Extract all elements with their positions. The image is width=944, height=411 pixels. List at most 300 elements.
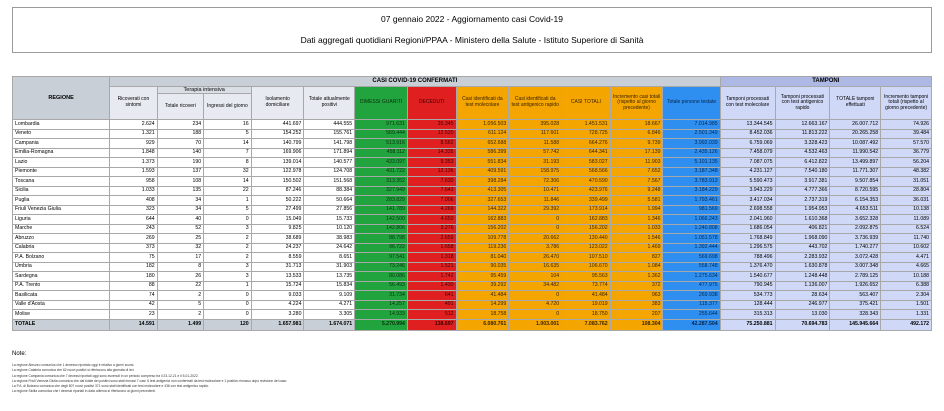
region-name: Friuli Venezia Giulia [13,205,110,215]
table-cell: 6.154.353 [830,196,881,206]
report-title: 07 gennaio 2022 - Aggiornamento casi Covid-19 [381,14,563,24]
col-ricoverati: Ricoverati con sintomi [110,87,158,120]
table-cell: 2.698.558 [720,205,775,215]
col-tamponi-antigenico: Tamponi processati con test antigenico rapido [775,87,830,120]
table-cell: 5.101.135 [663,158,720,168]
table-cell: 583.027 [562,158,611,168]
table-cell: 139.014 [251,158,304,168]
table-cell: 109.778 [456,234,509,244]
table-cell: 156.202 [562,224,611,234]
table-cell: 2 [157,291,203,301]
table-cell: 13.344.545 [720,120,775,130]
region-name: Veneto [13,129,110,139]
table-cell: 120 [204,319,252,330]
col-incremento-tamponi: Incremento tamponi totali (rispetto al giorno precedente) [881,87,932,120]
table-cell: 145.945.664 [830,319,881,330]
table-cell: 26 [157,272,203,282]
table-cell: 26.470 [509,253,562,263]
table-cell: 17 [157,253,203,263]
table-cell: 10.138 [881,205,932,215]
table-cell: 24.642 [304,243,355,253]
table-row [13,129,932,139]
table-cell: 246.977 [775,300,830,310]
table-cell: 29.392 [509,205,562,215]
table-cell: 1.051.578 [663,234,720,244]
table-cell: 2.737.319 [775,196,830,206]
table-cell: 90.035 [456,262,509,272]
table-cell: 4.650 [407,215,456,225]
table-row [13,177,932,187]
table-cell: 1.376.470 [720,262,775,272]
table-cell: 39.484 [881,129,932,139]
table-cell: 50.222 [251,196,304,206]
table-cell: 3 [204,272,252,282]
table-cell: 1.248.448 [775,272,830,282]
table-cell: 122.978 [251,167,304,177]
table-row [13,262,932,272]
table-cell: 56.204 [881,158,932,168]
table-cell: 80.086 [355,272,408,282]
table-cell: 2.501.349 [663,129,720,139]
table-cell: 57.742 [509,148,562,158]
table-cell: 433.097 [355,158,408,168]
table-cell: 255.644 [663,310,720,320]
table-cell: 3.184.229 [663,186,720,196]
table-row [13,272,932,282]
table-cell: 17.139 [610,148,663,158]
table-cell: 162.883 [456,215,509,225]
table-cell: 20.265.258 [830,129,881,139]
table-cell: 15.724 [251,281,304,291]
table-cell: 73.246 [355,262,408,272]
table-cell: 87.246 [251,186,304,196]
table-cell: 16.635 [509,262,562,272]
table-cell: 3.280 [251,310,304,320]
table-cell: 1.469 [610,243,663,253]
table-cell: 1 [204,281,252,291]
table-cell: 24.237 [251,243,304,253]
table-cell: 97.541 [355,253,408,263]
table-cell: 1.362 [610,272,663,282]
table-cell: 929 [110,139,158,149]
table-cell: 788.496 [720,253,775,263]
table-row [13,291,932,301]
table-cell: 11.846 [509,196,562,206]
table-cell: 137 [157,167,203,177]
table-cell: 1.674.071 [304,319,355,330]
table-cell: 652.688 [456,139,509,149]
table-cell: 9.109 [304,291,355,301]
table-cell: 1.033 [110,186,158,196]
table-cell: 7.643 [407,186,456,196]
table-cell: 1.610.368 [775,215,830,225]
table-cell: 1.630.878 [775,262,830,272]
table-cell: 0 [204,300,252,310]
table-cell: 173.914 [562,205,611,215]
table-cell: 14.933 [355,310,408,320]
table-cell: 644.341 [562,148,611,158]
table-cell: 641 [407,291,456,301]
table-cell: 1.136.007 [775,281,830,291]
table-cell: 36.779 [881,148,932,158]
table-cell: 28.804 [881,186,932,196]
note-line: La regione Sicilia comunica che i decessi riportati in data odierna si riferiscono ai giorni precedenti. [12,389,156,394]
table-cell: 34 [157,196,203,206]
table-cell: 1.793.461 [663,196,720,206]
table-row [13,310,932,320]
table-cell: 1.994 [610,205,663,215]
table-cell: 611.124 [456,129,509,139]
table-cell: 117.601 [509,129,562,139]
terapia-intensiva-header: Terapia intensiva [157,87,251,94]
table-cell: 6.080.761 [456,319,509,330]
col-isolamento: Isolamento domiciliare [251,87,304,120]
region-name: Puglia [13,196,110,206]
table-cell: 4.777.366 [775,186,830,196]
casi-confermati-header: CASI COVID-19 CONFERMATI [110,77,720,87]
table-cell: 9.739 [610,139,663,149]
table-cell: 20.662 [509,234,562,244]
table-cell: 269.938 [663,291,720,301]
table-cell: 395.028 [509,120,562,130]
table-cell: 36.031 [881,196,932,206]
table-cell: 323 [110,205,158,215]
table-cell: 15.834 [304,281,355,291]
table-cell: 13.533 [251,272,304,282]
table-cell: 558.748 [663,262,720,272]
region-name: Basilicata [13,291,110,301]
table-cell: 243 [110,224,158,234]
table-cell: 5.270.994 [355,319,408,330]
table-cell: 568.566 [562,167,611,177]
table-cell: 1.373 [110,158,158,168]
table-cell: 72.306 [509,177,562,187]
table-cell: 5 [157,300,203,310]
table-cell: 41.484 [456,291,509,301]
table-cell: 0 [509,224,562,234]
table-cell: 169.906 [251,148,304,158]
table-cell: 7.540.180 [775,167,830,177]
table-cell: 31.903 [304,262,355,272]
table-cell: 22 [204,186,252,196]
table-cell: 11.771.307 [830,167,881,177]
col-incremento-casi: Incremento casi totali (rispetto al giorno precedente) [610,87,663,120]
table-cell: 1.848 [110,148,158,158]
table-cell: 18.667 [610,120,663,130]
table-cell: 141.798 [304,139,355,149]
region-name: Lombardia [13,120,110,130]
table-cell: 124.708 [304,167,355,177]
table-cell: 18.758 [456,310,509,320]
col-tamponi-molecolare: Tamponi processati con test molecolare [720,87,775,120]
table-cell: 9.248 [610,186,663,196]
table-cell: 2 [157,310,203,320]
table-cell: 406.821 [775,224,830,234]
table-cell: 328.343 [830,310,881,320]
table-cell: 156.202 [456,224,509,234]
table-cell: 70.694.783 [775,319,830,330]
region-name: Piemonte [13,167,110,177]
table-cell: 4.653.511 [830,205,881,215]
table-cell: 8.562 [407,139,456,149]
table-cell: 10.087.492 [830,139,881,149]
table-cell: 5.590.473 [720,177,775,187]
table-cell: 123.022 [562,243,611,253]
table-cell: 13.735 [304,272,355,282]
table-cell: 42 [110,300,158,310]
table-cell: 8.720.595 [830,186,881,196]
table-cell: 327.949 [355,186,408,196]
table-cell: 11.813.222 [775,129,830,139]
table-cell: 180 [110,272,158,282]
table-cell: 4.665 [881,262,932,272]
region-name: Valle d'Aosta [13,300,110,310]
table-cell: 41.484 [562,291,611,301]
table-cell: 40 [157,215,203,225]
table-cell: 339.499 [562,196,611,206]
table-cell: 492.172 [881,319,932,330]
table-cell: 74 [110,291,158,301]
table-cell: 162.883 [562,215,611,225]
table-cell: 88.798 [355,234,408,244]
table-cell: 31.051 [881,177,932,187]
total-row [13,319,932,330]
table-cell: 0 [509,310,562,320]
table-cell: 491 [407,300,456,310]
region-name: Abruzzo [13,234,110,244]
table-cell: 3.417.034 [720,196,775,206]
table-cell: 23 [110,310,158,320]
table-cell: 119.236 [456,243,509,253]
note-line: La regione Friuli Venezia Giulia comunica che dal totale dei positivi sono stati rimossi 7 casi: 6 test antigenici non confermati da test molecolare e 1 positivo rimosso dopo revisione del caso. [12,378,288,383]
table-cell: 551.834 [456,158,509,168]
table-cell: 10.120 [304,224,355,234]
table-cell: 1.321 [110,129,158,139]
table-cell: 52 [157,224,203,234]
report-header [12,7,932,53]
table-cell: 3.305 [304,310,355,320]
table-cell: 1.499 [157,319,203,330]
table-cell: 48.382 [881,167,932,177]
table-cell: 10.188 [881,272,932,282]
table-cell: 151.568 [304,177,355,187]
table-cell: 15.049 [251,215,304,225]
table-row [13,281,932,291]
table-cell: 31.734 [355,291,408,301]
region-name: Calabria [13,243,110,253]
table-cell: 441.697 [251,120,304,130]
table-cell: 9.033 [251,291,304,301]
table-row [13,253,932,263]
region-name: TOTALE [13,319,110,330]
table-cell: 234 [157,120,203,130]
table-cell: 569.698 [663,253,720,263]
table-cell: 27.856 [304,205,355,215]
table-cell: 1.521 [407,262,456,272]
table-cell: 1.003.001 [509,319,562,330]
table-cell: 128.444 [720,300,775,310]
table-cell: 141.789 [355,205,408,215]
table-cell: 14.335 [407,148,456,158]
table-cell: 398.284 [456,177,509,187]
table-cell: 1.768.849 [720,234,775,244]
region-name: Campania [13,139,110,149]
col-casi-antigenico: Casi identificati da test antigenico rapido [509,87,562,120]
report-subtitle: Dati aggregati quotidiani Regioni/PPAA - Ministero della Salute - Istituto Superiore di Sanità [300,35,644,45]
table-cell: 1.546 [610,234,663,244]
table-cell: 0 [509,291,562,301]
table-cell: 728.725 [562,129,611,139]
table-cell: 96.722 [355,243,408,253]
table-cell: 534.773 [720,291,775,301]
table-cell: 283.829 [355,196,408,206]
table-row [13,300,932,310]
table-cell: 95.563 [562,272,611,282]
table-cell: 34.482 [509,281,562,291]
table-cell: 107.510 [562,253,611,263]
table-cell: 3 [204,224,252,234]
table-cell: 7.652 [610,167,663,177]
table-cell: 373 [110,243,158,253]
table-cell: 1.451.531 [562,120,611,130]
table-cell: 8 [157,262,203,272]
table-cell: 140 [157,148,203,158]
table-cell: 569.444 [355,129,408,139]
table-cell: 477.975 [663,281,720,291]
table-cell: 8.651 [304,253,355,263]
table-cell: 3.072.428 [830,253,881,263]
table-cell: 1.430 [407,281,456,291]
table-cell: 42.287.504 [663,319,720,330]
table-cell: 2.092.875 [830,224,881,234]
table-cell: 16 [204,120,252,130]
table-cell: 7 [204,148,252,158]
table-cell: 2.283.932 [775,253,830,263]
table-cell: 1.657.981 [251,319,304,330]
table-cell: 104 [509,272,562,282]
table-cell: 75 [110,253,158,263]
table-cell: 1.501 [881,300,932,310]
table-cell: 1.954.953 [775,205,830,215]
table-row [13,205,932,215]
table-cell: 74.926 [881,120,932,130]
region-name: Sicilia [13,186,110,196]
table-cell: 470.590 [562,177,611,187]
table-row [13,148,932,158]
table-cell: 3.943.229 [720,186,775,196]
col-ingressi-giorno: Ingressi del giorno [204,94,252,120]
table-cell: 0 [204,215,252,225]
region-name: P.A. Bolzano [13,253,110,263]
region-name: Marche [13,224,110,234]
table-cell: 1.318 [407,253,456,263]
col-tamponi-totale: TOTALE tamponi effettuati [830,87,881,120]
table-cell: 50.664 [304,196,355,206]
table-cell: 958 [110,177,158,187]
table-cell: 14 [204,177,252,187]
table-cell: 158.975 [509,167,562,177]
table-cell: 7.087.075 [720,158,775,168]
table-cell: 28.634 [775,291,830,301]
table-cell: 327.653 [456,196,509,206]
table-row [13,167,932,177]
table-row [13,139,932,149]
table-cell: 458.112 [355,148,408,158]
table-cell: 11.740 [881,234,932,244]
table-cell: 38.983 [304,234,355,244]
table-cell: 444.555 [304,120,355,130]
table-cell: 8.452.036 [720,129,775,139]
table-cell: 171.894 [304,148,355,158]
table-cell: 10.602 [881,243,932,253]
table-cell: 1.742 [407,272,456,282]
table-cell: 6.759.069 [720,139,775,149]
table-cell: 315.313 [720,310,775,320]
table-cell: 563.407 [830,291,881,301]
table-cell: 38.689 [251,234,304,244]
table-cell: 2.624 [110,120,158,130]
table-cell: 140.577 [304,158,355,168]
table-cell: 13.499.897 [830,158,881,168]
table-cell: 73.774 [562,281,611,291]
table-cell: 140.799 [251,139,304,149]
table-cell: 8.559 [251,253,304,263]
table-cell: 3.007.348 [830,262,881,272]
table-cell: 11.089 [881,215,932,225]
table-cell: 3 [204,262,252,272]
table-cell: 188 [157,129,203,139]
region-name: Molise [13,310,110,320]
table-cell: 2.041.960 [720,215,775,225]
table-cell: 3.187.348 [663,167,720,177]
table-cell: 2.304 [881,291,932,301]
table-cell: 7.458.079 [720,148,775,158]
table-cell: 409.591 [456,167,509,177]
table-cell: 70 [157,139,203,149]
table-cell: 26.007.712 [830,120,881,130]
table-cell: 4.271 [304,300,355,310]
table-cell: 413.305 [456,186,509,196]
table-row [13,120,932,130]
table-cell: 2 [204,253,252,263]
table-cell: 1.392.444 [663,243,720,253]
table-cell: 313.352 [355,177,408,187]
table-cell: 971.631 [355,120,408,130]
table-row [13,243,932,253]
table-cell: 269 [110,234,158,244]
table-cell: 154.252 [251,129,304,139]
table-cell: 39.292 [456,281,509,291]
tamponi-header: TAMPONI [720,77,931,87]
table-cell: 1.296.575 [720,243,775,253]
notes [12,351,932,395]
table-row [13,196,932,206]
table-cell: 1 [204,196,252,206]
table-cell: 57.570 [881,139,932,149]
covid-table [12,76,932,331]
table-cell: 32 [157,243,203,253]
table-cell: 827 [610,253,663,263]
table-cell: 0 [204,310,252,320]
region-name: P.A. Trento [13,281,110,291]
col-casi-totali: CASI TOTALI [562,87,611,120]
table-cell: 182 [110,262,158,272]
table-cell: 108.304 [610,319,663,330]
table-cell: 11.903 [610,158,663,168]
table-cell: 12.520 [407,129,456,139]
table-cell: 34 [157,205,203,215]
table-cell: 4.720 [509,300,562,310]
